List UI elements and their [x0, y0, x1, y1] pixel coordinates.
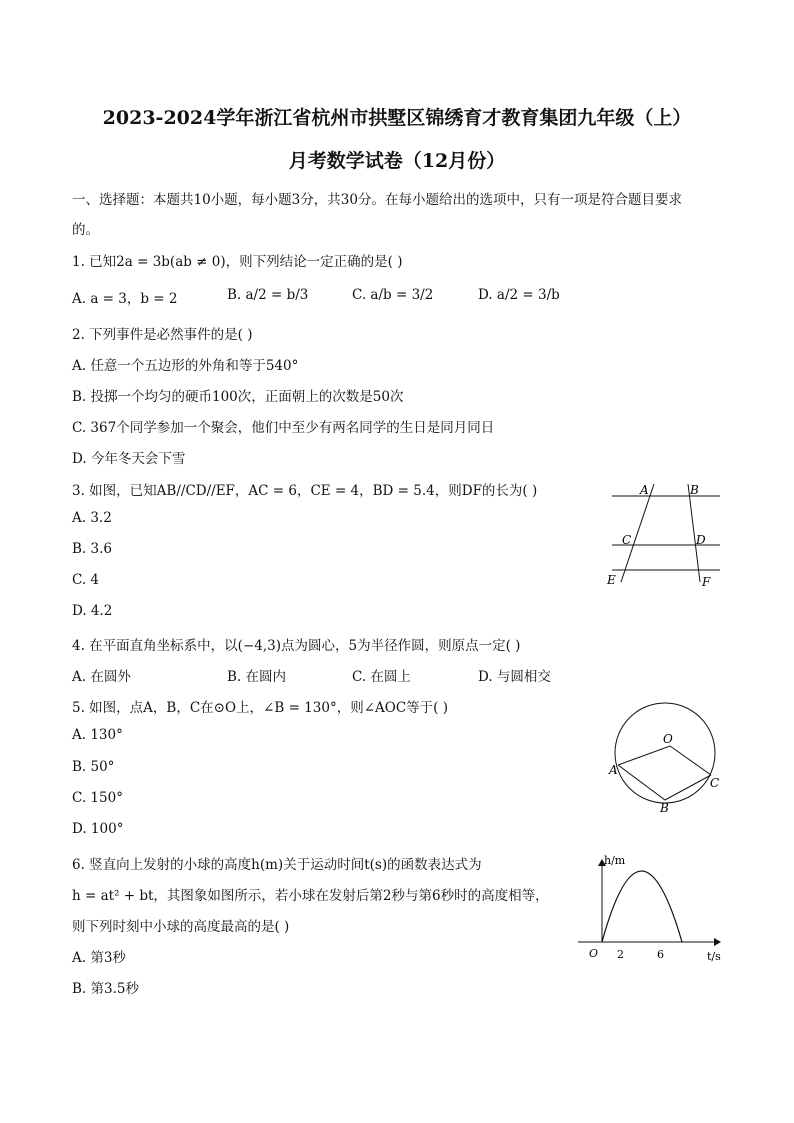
radii-oa-oc	[618, 746, 711, 775]
label-d: D	[696, 533, 706, 547]
question-1-option-a: A. a = 3，b = 2	[72, 291, 178, 307]
label-f: F	[702, 575, 711, 589]
label-c: C	[622, 533, 632, 547]
label-c: C	[710, 776, 720, 790]
question-4-stem: 4. 在平面直角坐标系中，以(−4,3)点为圆心，5为半径作圆，则原点一定( )	[72, 638, 521, 654]
origin-label: O	[589, 947, 599, 960]
label-b: B	[660, 801, 669, 815]
question-5-option-a: A. 130°	[72, 727, 123, 743]
question-2-option-a: A. 任意一个五边形的外角和等于540°	[72, 358, 299, 374]
exam-title-line2: 月考数学试卷（12月份）	[288, 150, 506, 172]
parabola-curve	[602, 871, 682, 942]
question-3-stem: 3. 如图，已知AB//CD//EF，AC = 6，CE = 4，BD = 5.4，则DF的长为( )	[72, 483, 538, 499]
question-3-option-b: B. 3.6	[72, 541, 112, 557]
question-2-option-c: C. 367个同学参加一个聚会，他们中至少有两名同学的生日是同月同日	[72, 420, 495, 436]
question-3-option-a: A. 3.2	[72, 510, 112, 526]
label-a: A	[609, 763, 618, 777]
label-e: E	[607, 573, 616, 587]
question-1-option-c: C. a/b = 3/2	[352, 287, 434, 303]
question-5-figure	[602, 698, 732, 818]
question-5-option-c: C. 150°	[72, 790, 123, 806]
question-2-option-d: D. 今年冬天会下雪	[72, 451, 186, 467]
question-6-stem-line1: 6. 竖直向上发射的小球的高度h(m)关于运动时间t(s)的函数表达式为	[72, 857, 482, 873]
section-instruction-line1: 一、选择题：本题共10小题，每小题3分，共30分。在每小题给出的选项中，只有一项是符合题目要求	[72, 192, 682, 208]
question-4-option-a: A. 在圆外	[72, 669, 131, 685]
question-5-option-b: B. 50°	[72, 759, 115, 775]
question-6-stem-line3: 则下列时刻中小球的高度最高的是( )	[72, 919, 290, 935]
label-b: B	[690, 483, 699, 497]
question-2-stem: 2. 下列事件是必然事件的是( )	[72, 327, 253, 343]
question-4-option-b: B. 在圆内	[227, 669, 287, 685]
tick-label-2: 2	[617, 948, 624, 961]
question-4-option-c: C. 在圆上	[352, 669, 411, 685]
question-3-option-d: D. 4.2	[72, 603, 113, 619]
label-o: O	[663, 732, 673, 746]
question-4-option-d: D. 与圆相交	[478, 669, 551, 685]
circle-o	[615, 703, 715, 803]
question-1-option-d: D. a/2 = 3/b	[478, 287, 560, 303]
question-3-option-c: C. 4	[72, 572, 100, 588]
x-axis-label: t/s	[707, 950, 721, 963]
question-1-stem: 1. 已知2a = 3b(ab ≠ 0)，则下列结论一定正确的是( )	[72, 254, 403, 270]
exam-title-line1: 2023-2024学年浙江省杭州市拱墅区锦绣育才教育集团九年级（上）	[102, 107, 692, 129]
question-5-stem: 5. 如图，点A，B，C在⊙O上，∠B = 130°，则∠AOC等于( )	[72, 700, 448, 716]
question-5-option-d: D. 100°	[72, 821, 124, 837]
question-6-figure	[572, 848, 732, 966]
section-instruction-line2: 的。	[72, 222, 99, 238]
label-a: A	[640, 483, 649, 497]
y-axis-label: h/m	[604, 854, 626, 867]
question-6-stem-line2: h = at² + bt，其图象如图所示，若小球在发射后第2秒与第6秒时的高度相等，	[72, 888, 549, 904]
question-2-option-b: B. 投掷一个均匀的硬币100次，正面朝上的次数是50次	[72, 389, 404, 405]
tick-label-6: 6	[657, 948, 664, 961]
question-6-option-a: A. 第3秒	[72, 950, 126, 966]
question-3-figure	[600, 478, 726, 592]
chords-ab-bc	[618, 765, 711, 800]
question-1-option-b: B. a/2 = b/3	[227, 287, 309, 303]
question-6-option-b: B. 第3.5秒	[72, 981, 139, 997]
